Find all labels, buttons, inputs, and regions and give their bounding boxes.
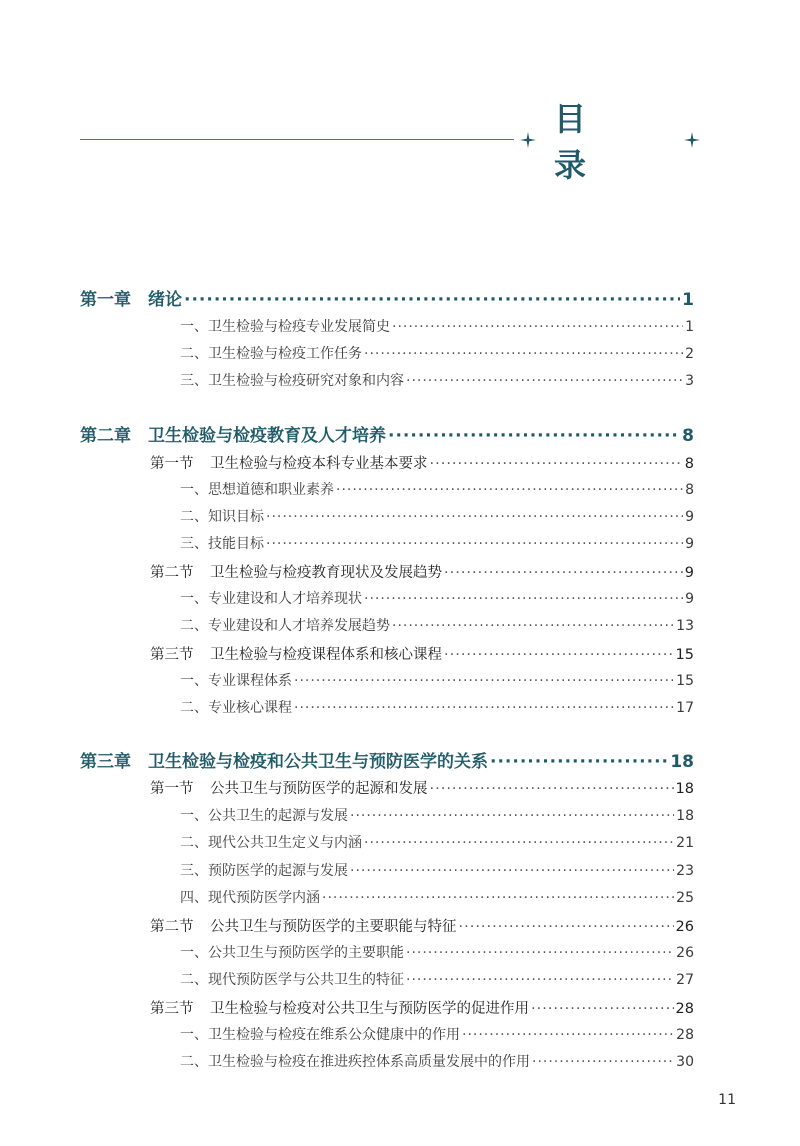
toc-item-title: 一、专业课程体系 [180, 673, 292, 689]
toc-section-row[interactable] [150, 777, 694, 798]
toc-item-title: 一、卫生检验与检疫专业发展简史 [180, 319, 390, 335]
dot-leader [406, 373, 683, 389]
toc-page-number: 1 [682, 290, 694, 310]
toc-section-row[interactable] [150, 643, 694, 664]
dot-leader [388, 426, 680, 446]
sparkle-icon [684, 131, 700, 149]
toc-section-label: 第三节 [150, 1001, 194, 1017]
toc-page-number: 25 [676, 890, 694, 906]
toc-page-number: 28 [675, 1001, 694, 1017]
toc-section-title: 卫生检验与检疫教育现状及发展趋势 [210, 565, 442, 581]
toc-chapter-label: 第三章 [80, 752, 131, 772]
toc-chapter-label: 第二章 [80, 426, 131, 446]
toc-page-number: 3 [685, 373, 694, 389]
toc-page-number: 18 [670, 752, 694, 772]
toc-item-title: 一、卫生检验与检疫在维系公众健康中的作用 [180, 1027, 460, 1043]
toc-item-row[interactable] [180, 887, 694, 907]
toc-item-row[interactable] [180, 316, 694, 336]
toc-item-row[interactable] [180, 805, 694, 825]
toc-section-title: 卫生检验与检疫课程体系和核心课程 [210, 647, 442, 663]
dot-leader [430, 781, 674, 797]
toc-page-number: 13 [676, 618, 694, 634]
toc-chapter-title: 绪论 [148, 290, 182, 310]
dot-leader [532, 1054, 674, 1070]
toc-item-title: 二、现代公共卫生定义与内涵 [180, 835, 362, 851]
toc-page-number: 17 [676, 700, 694, 716]
dot-leader [294, 700, 674, 716]
dot-leader [266, 536, 683, 552]
toc-item-row[interactable] [180, 615, 694, 635]
dot-leader [266, 509, 683, 525]
toc-item-row[interactable] [180, 343, 694, 363]
toc-item-title: 二、知识目标 [180, 509, 264, 525]
toc-page-number: 1 [685, 319, 694, 335]
toc-section-title: 卫生检验与检疫本科专业基本要求 [210, 456, 428, 472]
toc-section-label: 第二节 [150, 565, 194, 581]
toc-page-number: 15 [675, 647, 694, 663]
page-number: 11 [718, 1092, 736, 1108]
toc-page-number: 9 [685, 591, 694, 607]
dot-leader [364, 835, 674, 851]
toc-section-row[interactable] [150, 452, 694, 473]
toc-page-number: 23 [676, 863, 694, 879]
dot-leader [430, 456, 683, 472]
dot-leader [294, 673, 674, 689]
dot-leader [406, 945, 674, 961]
toc-page-number: 27 [676, 972, 694, 988]
toc-item-title: 一、专业建设和人才培养现状 [180, 591, 362, 607]
toc-page-number: 8 [682, 426, 694, 446]
toc-item-title: 二、专业建设和人才培养发展趋势 [180, 618, 390, 634]
toc-page-number: 26 [675, 919, 694, 935]
toc-page-number: 28 [676, 1027, 694, 1043]
dot-leader [444, 647, 674, 663]
header-rule [80, 139, 514, 140]
toc-item-row[interactable] [180, 860, 694, 880]
toc-page-number: 30 [676, 1054, 694, 1070]
toc-page-number: 9 [685, 509, 694, 525]
dot-leader [490, 752, 668, 772]
dot-leader [322, 890, 674, 906]
toc-item-row[interactable] [180, 1051, 694, 1071]
toc-item-row[interactable] [180, 1024, 694, 1044]
dot-leader [350, 808, 674, 824]
toc-item-row[interactable] [180, 832, 694, 852]
toc-section-label: 第一节 [150, 456, 194, 472]
toc-item-title: 二、专业核心课程 [180, 700, 292, 716]
toc-page-number: 21 [676, 835, 694, 851]
toc-item-title: 三、技能目标 [180, 536, 264, 552]
toc-section-title: 卫生检验与检疫对公共卫生与预防医学的促进作用 [210, 1001, 529, 1017]
toc-item-row[interactable] [180, 697, 694, 717]
toc-page-number: 18 [676, 808, 694, 824]
toc-page-number: 8 [685, 482, 694, 498]
toc-chapter-row[interactable] [80, 285, 694, 310]
toc-chapter-title: 卫生检验与检疫教育及人才培养 [148, 426, 386, 446]
toc-item-title: 四、现代预防医学内涵 [180, 890, 320, 906]
toc-item-row[interactable] [180, 969, 694, 989]
dot-leader [459, 919, 674, 935]
toc-item-title: 三、预防医学的起源与发展 [180, 863, 348, 879]
toc-item-row[interactable] [180, 588, 694, 608]
sparkle-icon [520, 131, 536, 149]
toc-item-row[interactable] [180, 942, 694, 962]
toc-page-number: 9 [684, 565, 694, 581]
toc-item-row[interactable] [180, 370, 694, 390]
dot-leader [406, 972, 674, 988]
toc-page-number: 18 [675, 781, 694, 797]
toc-page-number: 9 [685, 536, 694, 552]
toc-section-title: 公共卫生与预防医学的主要职能与特征 [210, 919, 457, 935]
toc-item-title: 一、思想道德和职业素养 [180, 482, 334, 498]
toc-page-number: 8 [684, 456, 694, 472]
toc-chapter-row[interactable] [80, 747, 694, 772]
toc-section-row[interactable] [150, 997, 694, 1018]
toc-item-title: 一、公共卫生与预防医学的主要职能 [180, 945, 404, 961]
toc-item-title: 二、卫生检验与检疫工作任务 [180, 346, 362, 362]
toc-page-number: 15 [676, 673, 694, 689]
dot-leader [531, 1001, 674, 1017]
dot-leader [364, 591, 683, 607]
toc-chapter-title: 卫生检验与检疫和公共卫生与预防医学的关系 [148, 752, 488, 772]
toc-chapter-label: 第一章 [80, 290, 131, 310]
toc-item-row[interactable] [180, 670, 694, 690]
toc-item-title: 二、现代预防医学与公共卫生的特征 [180, 972, 404, 988]
dot-leader [392, 319, 683, 335]
toc-section-label: 第二节 [150, 919, 194, 935]
page-header [520, 100, 700, 184]
toc-item-title: 二、卫生检验与检疫在推进疾控体系高质量发展中的作用 [180, 1054, 530, 1070]
dot-leader [392, 618, 674, 634]
toc-section-label: 第三节 [150, 647, 194, 663]
toc-section-title: 公共卫生与预防医学的起源和发展 [210, 781, 428, 797]
dot-leader [462, 1027, 674, 1043]
dot-leader [364, 346, 683, 362]
toc-item-title: 一、公共卫生的起源与发展 [180, 808, 348, 824]
dot-leader [444, 565, 683, 581]
toc-section-row[interactable] [150, 561, 694, 582]
toc-chapter-row[interactable] [80, 421, 694, 446]
toc-page-number: 2 [685, 346, 694, 362]
toc-page-number: 26 [676, 945, 694, 961]
page-title: 目 录 [553, 100, 612, 184]
toc-item-row[interactable] [180, 533, 694, 553]
toc-item-row[interactable] [180, 506, 694, 526]
dot-leader [350, 863, 674, 879]
dot-leader [336, 482, 683, 498]
toc-item-row[interactable] [180, 479, 694, 499]
toc-section-label: 第一节 [150, 781, 194, 797]
dot-leader [184, 290, 680, 310]
toc-section-row[interactable] [150, 915, 694, 936]
toc-item-title: 三、卫生检验与检疫研究对象和内容 [180, 373, 404, 389]
